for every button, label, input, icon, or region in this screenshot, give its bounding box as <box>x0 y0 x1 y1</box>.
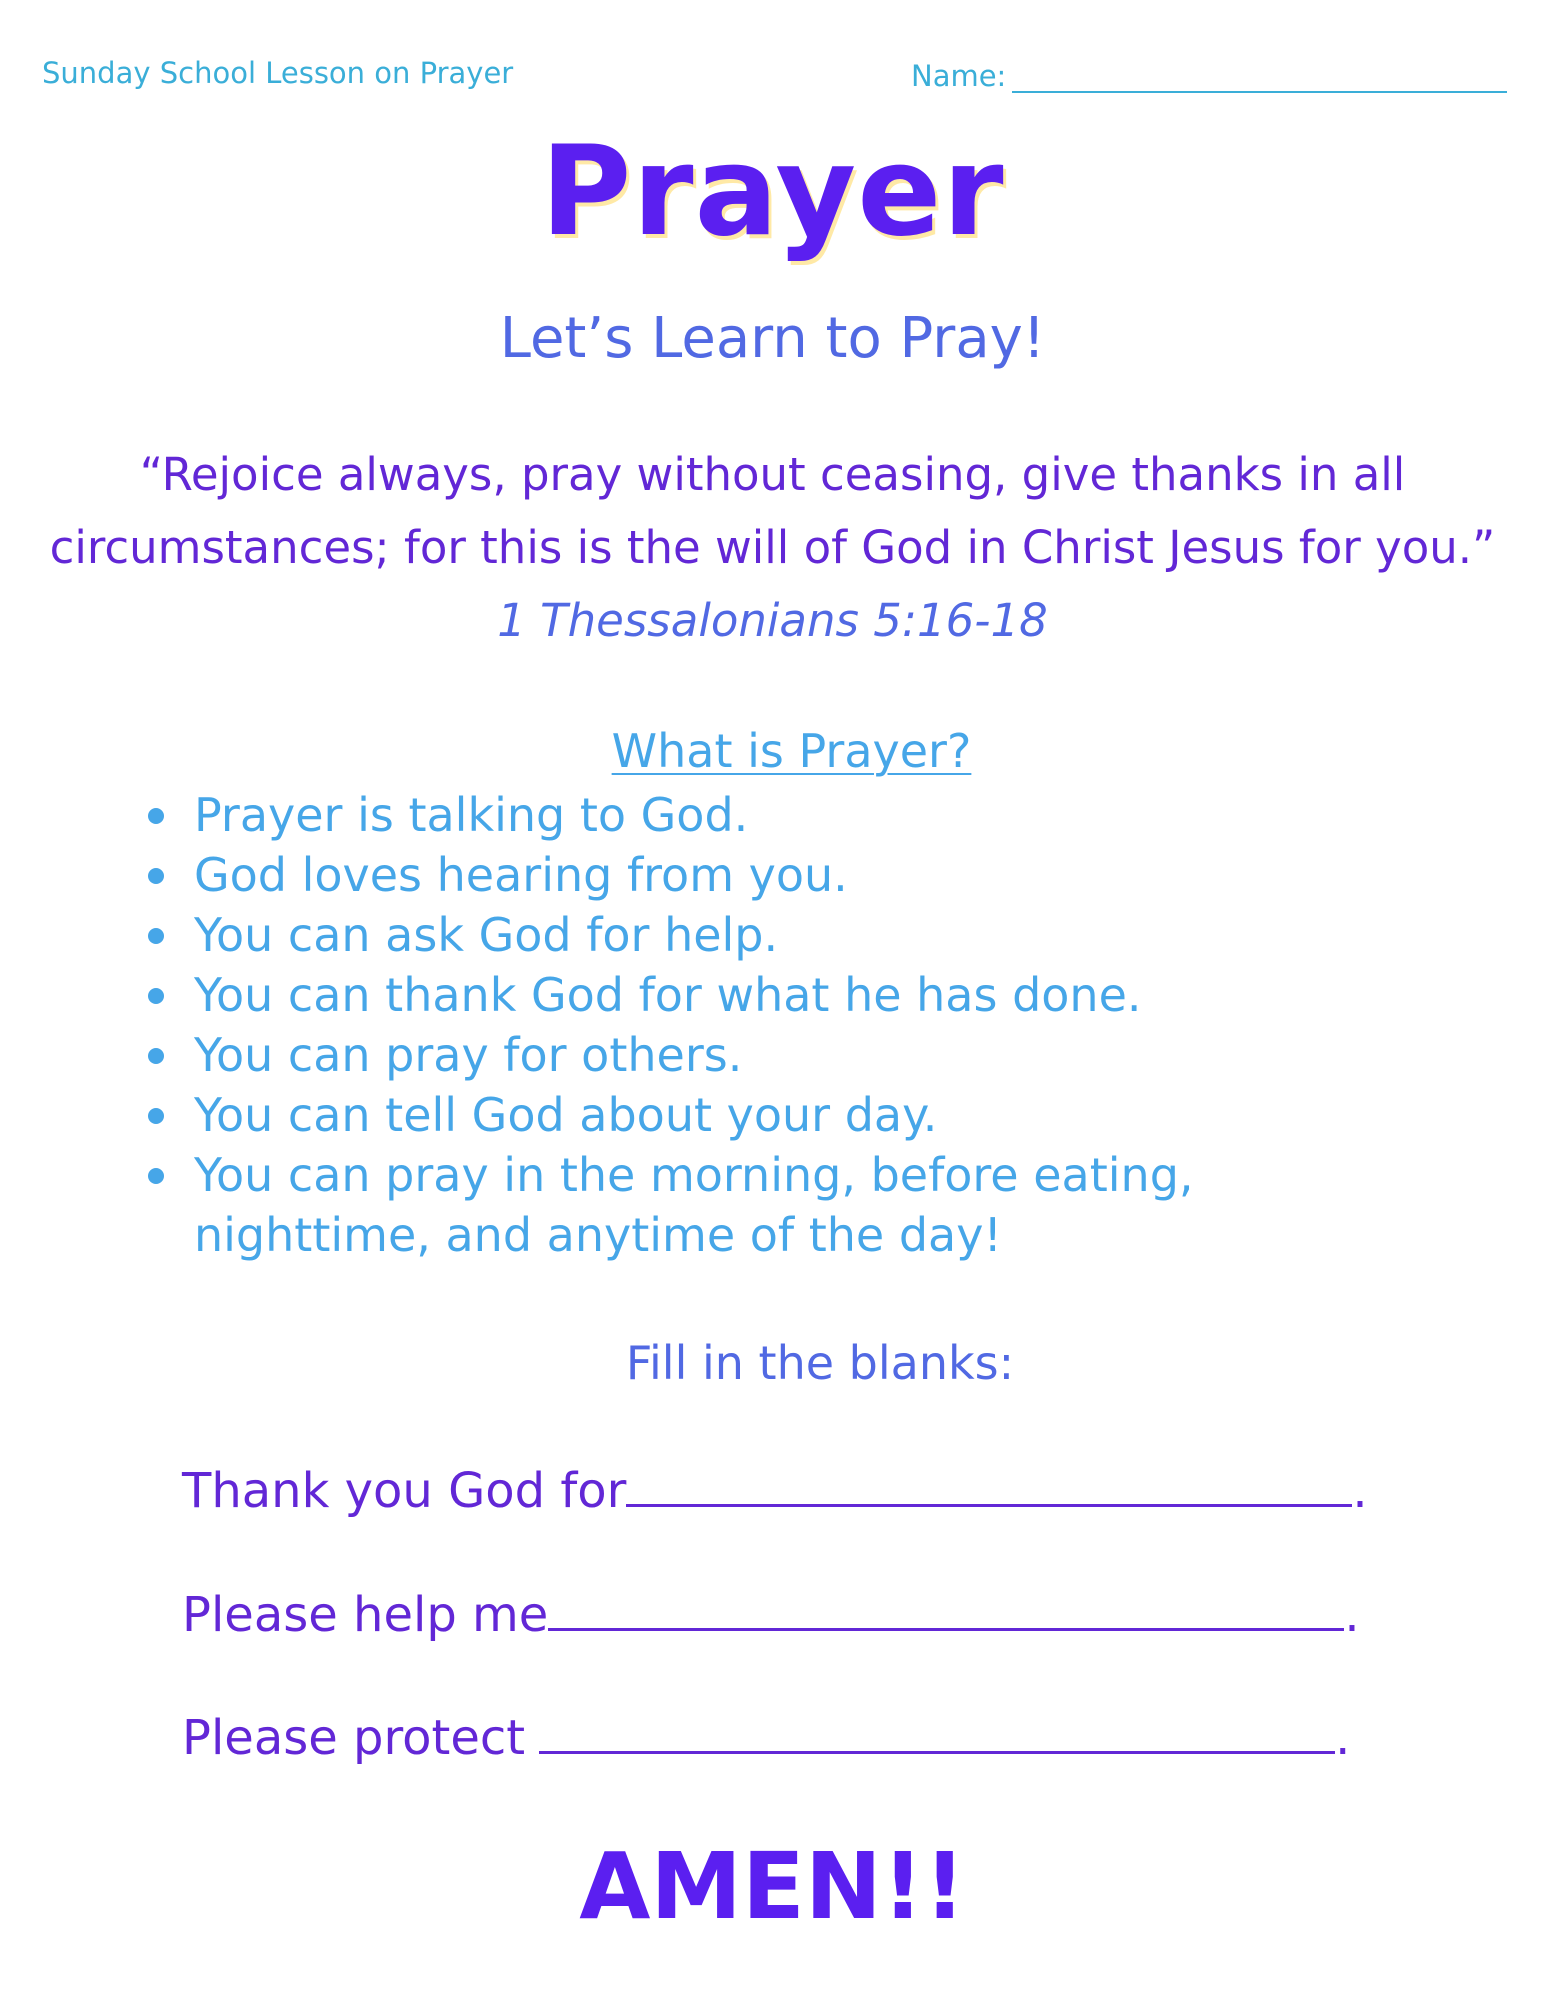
fill-in-row-thanks <box>182 1463 1368 1521</box>
fill-in-row-help <box>182 1587 1360 1645</box>
list-item: You can pray for others. <box>194 1025 1344 1085</box>
prayer-facts-list <box>194 785 1344 1265</box>
subtitle: Let’s Learn to Pray! <box>499 306 1046 371</box>
help-blank-field[interactable] <box>548 1627 1344 1631</box>
verse-reference: 1 Thessalonians 5:16-18 <box>497 594 1048 647</box>
list-item: You can pray in the morning, before eating, nighttime, and anytime of the day! <box>194 1145 1344 1265</box>
list-item: You can ask God for help. <box>194 905 1344 965</box>
fill-in-prefix: Please protect <box>182 1710 526 1766</box>
thanks-blank-field[interactable] <box>626 1503 1352 1507</box>
list-item: You can tell God about your day. <box>194 1085 1344 1145</box>
fill-in-heading: Fill in the blanks: <box>625 1336 1015 1390</box>
closing-amen: AMEN!! <box>579 1833 966 1940</box>
what-is-prayer-heading: What is Prayer? <box>611 724 972 778</box>
list-item: Prayer is talking to God. <box>194 785 1344 845</box>
fill-in-suffix: . <box>1344 1587 1360 1643</box>
verse-line-2: circumstances; for this is the will of God in Christ Jesus for you.” <box>49 521 1496 574</box>
protect-blank-field[interactable] <box>539 1750 1335 1754</box>
lesson-label: Sunday School Lesson on Prayer <box>42 56 514 90</box>
name-label: Name: <box>911 59 1007 93</box>
page-title: Prayer <box>540 120 1005 264</box>
name-field[interactable] <box>1012 91 1507 93</box>
verse-line-1: “Rejoice always, pray without ceasing, give thanks in all <box>139 448 1406 501</box>
fill-in-prefix: Thank you God for <box>182 1463 627 1519</box>
list-item: You can thank God for what he has done. <box>194 965 1344 1025</box>
fill-in-suffix: . <box>1352 1463 1368 1519</box>
fill-in-prefix: Please help me <box>182 1587 549 1643</box>
fill-in-row-protect <box>182 1710 1350 1768</box>
fill-in-suffix: . <box>1335 1710 1351 1766</box>
list-item: God loves hearing from you. <box>194 845 1344 905</box>
